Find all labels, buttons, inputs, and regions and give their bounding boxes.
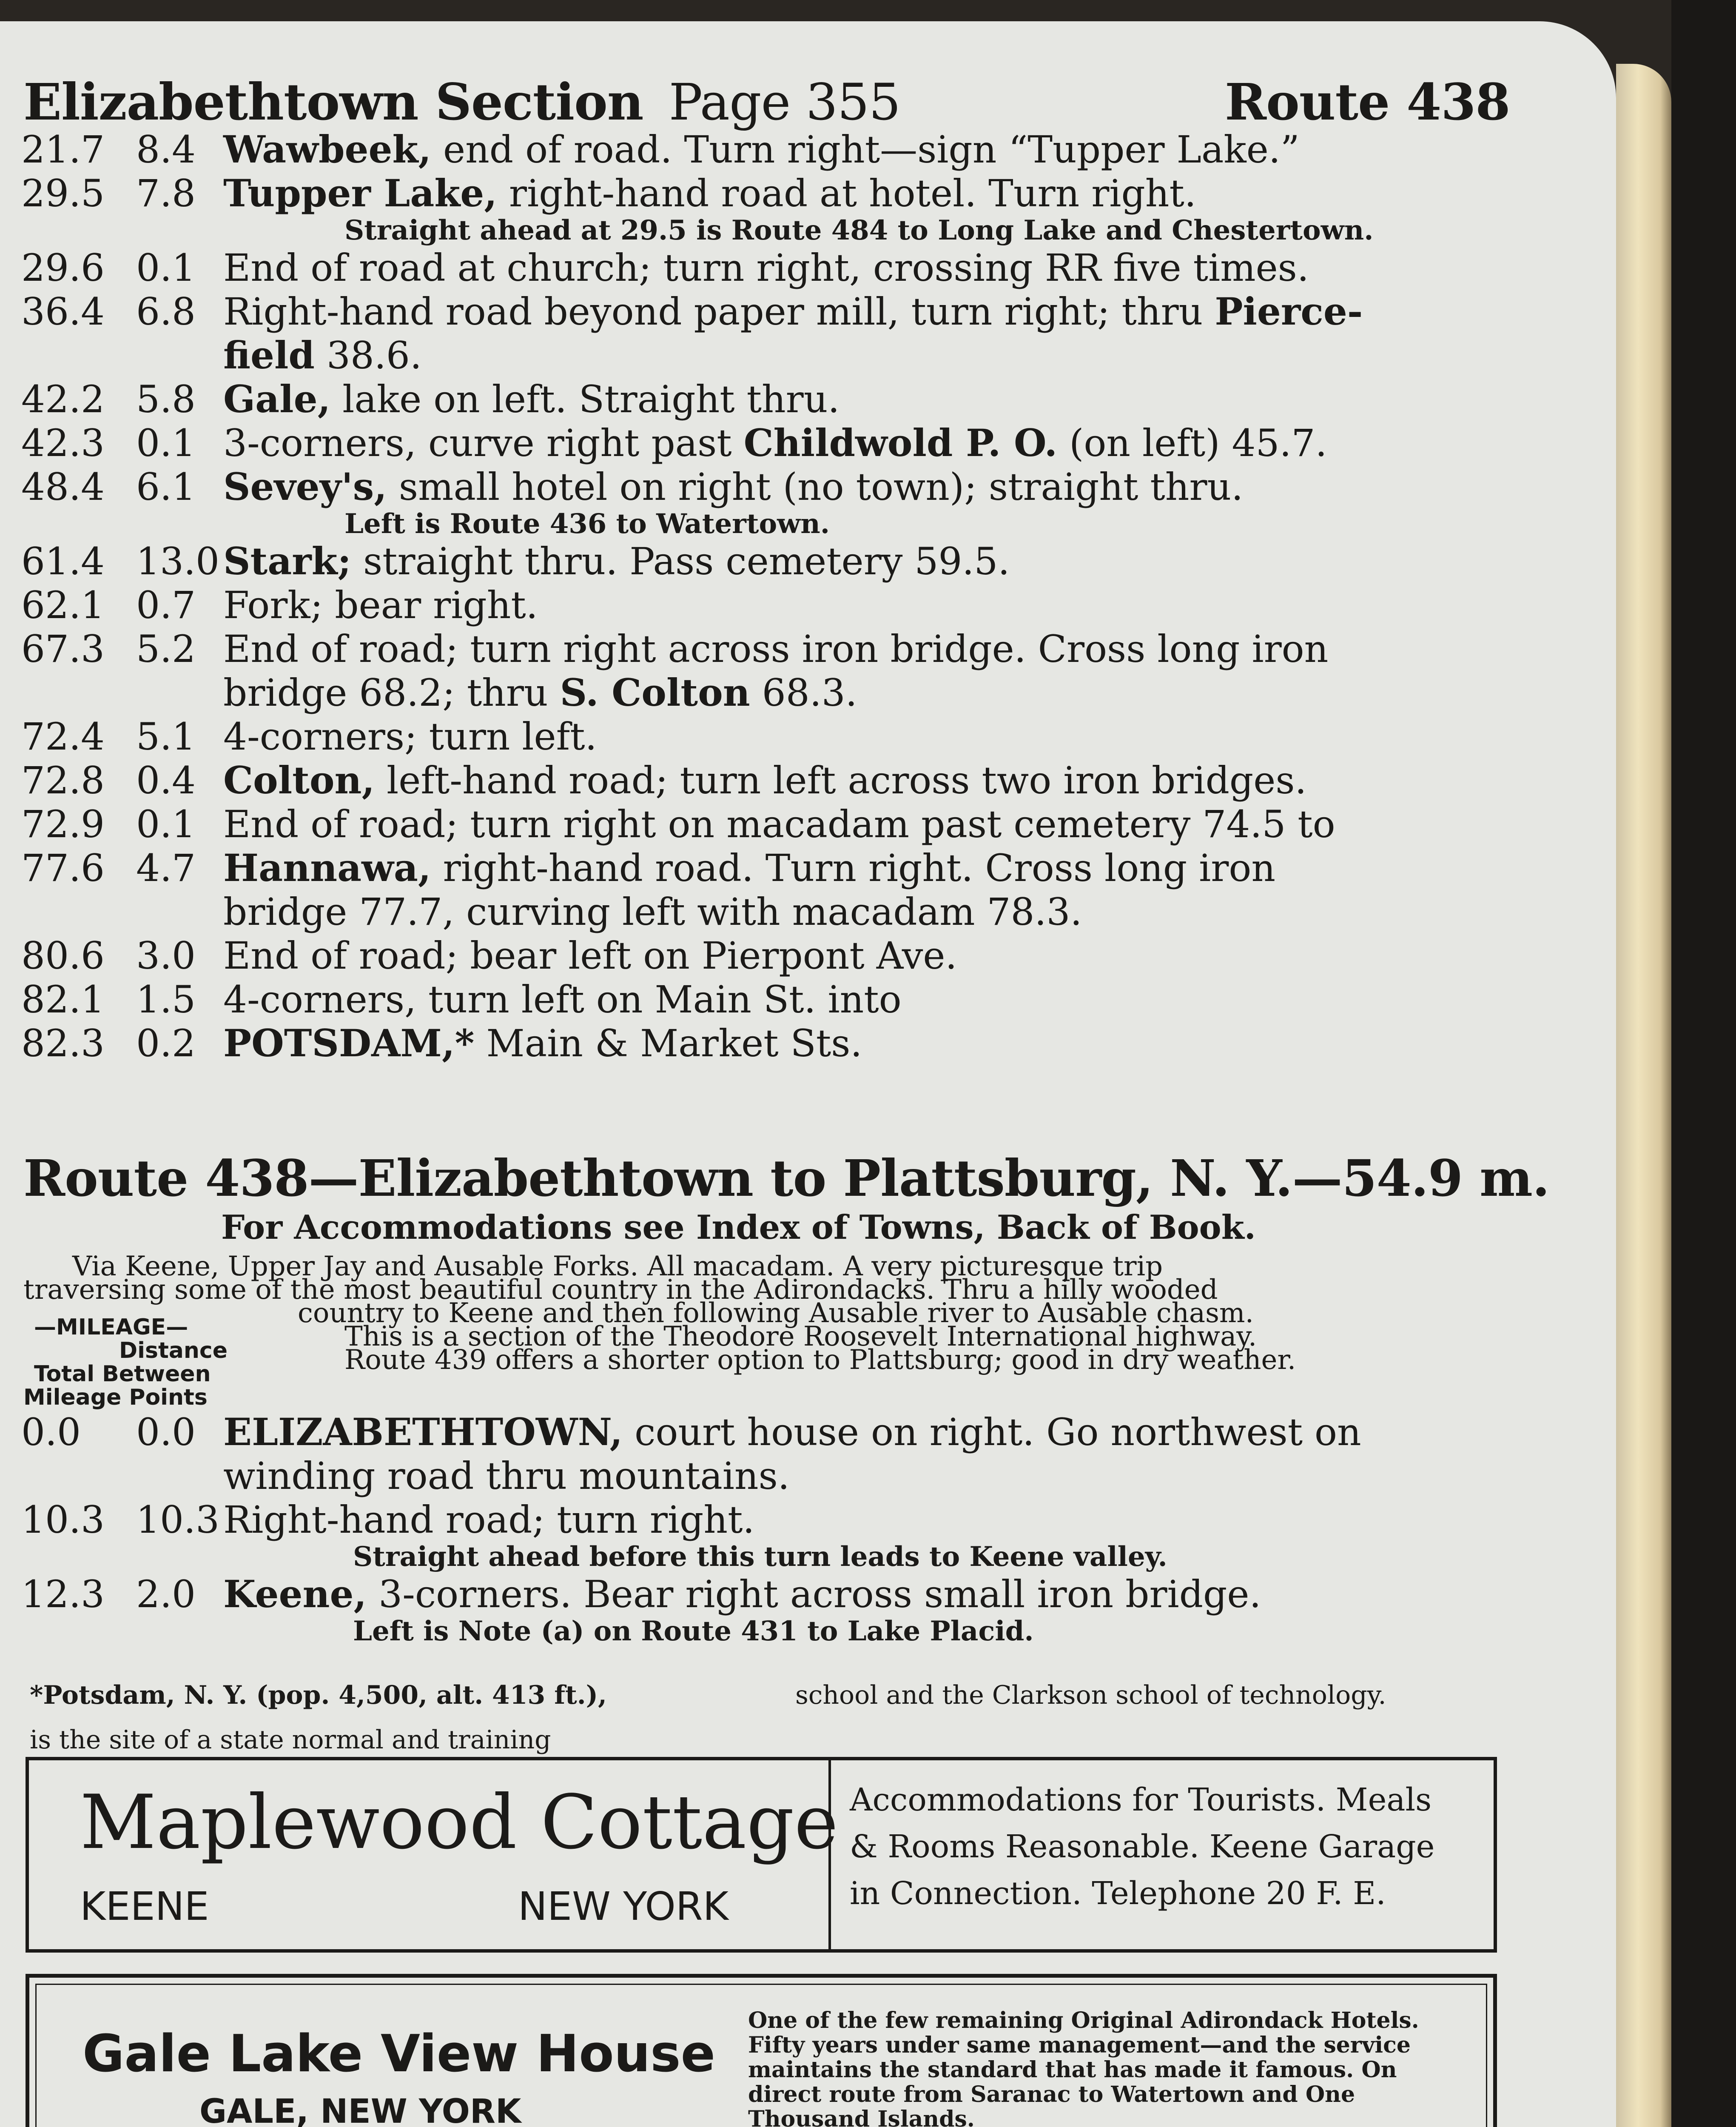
direction-text [223,377,840,421]
ad-description: direct route from Saranac to Watertown and One [748,2081,1355,2107]
place-name: ELIZABETHTOWN, [223,1410,623,1454]
total-mileage: 82.3 [21,1021,105,1065]
total-mileage: 72.8 [21,758,105,802]
direction-detail: Right-hand road beyond paper mill, turn right; thru [223,290,1215,334]
direction-detail: right-hand road at hotel. Turn right. [497,171,1196,215]
direction-detail: right-hand road. Turn right. Cross long iron [431,846,1276,890]
place-name: Childwold P. O. [743,421,1058,465]
direction-row [17,758,1591,802]
direction-detail: Fork; bear right. [223,583,538,627]
place-name: Hannawa, [223,846,431,890]
between-mileage: 0.7 [136,583,196,627]
page-edges [1616,64,1671,2127]
direction-detail: 3-corners. Bear right across small iron bridge. [367,1572,1261,1616]
place-name: S. Colton [560,670,750,715]
direction-detail: end of road. Turn right—sign “Tupper Lake.” [431,128,1300,171]
direction-row [17,846,1591,890]
ad-state: NEW YORK [518,1884,729,1929]
between-mileage: 13.0 [136,539,219,583]
direction-row [17,802,1591,846]
direction-detail: 4-corners; turn left. [223,715,597,758]
route-title: Route 438—Elizabethtown to Plattsburg, N. Y.—54.9 m. [23,1149,1550,1208]
place-name: Wawbeek, [223,127,432,171]
direction-row [17,978,1591,1021]
ad-description: Thousand Islands. [748,2106,975,2127]
ad-name: Maplewood Cottage [80,1779,839,1866]
place-name: Keene, [223,1572,367,1616]
place-name: POTSDAM,* [223,1021,475,1065]
direction-text [223,758,1306,802]
total-mileage: 62.1 [21,583,105,627]
direction-text [223,465,1243,509]
route-note-text: Left is Route 436 to Watertown. [344,508,830,540]
distance-label: Distance [119,1338,228,1363]
between-mileage: 10.3 [136,1498,219,1542]
direction-continuation [17,334,1591,377]
direction-text [223,715,597,758]
direction-text [223,802,1335,846]
ad-description: Fifty years under same management—and the service [748,2032,1411,2058]
direction-detail: left-hand road; turn left across two iron bridges. [375,758,1307,802]
between-mileage: 7.8 [136,171,196,215]
direction-row [17,421,1591,465]
between-mileage: 2.0 [136,1572,196,1616]
direction-detail: 38.6. [314,334,422,377]
total-mileage: 36.4 [21,290,105,334]
direction-detail: court house on right. Go northwest on [623,1410,1361,1454]
direction-detail: bridge 68.2; thru [223,671,560,715]
place-name: Sevey's, [223,465,387,509]
direction-text [223,1410,1361,1454]
between-mileage: 4.7 [136,846,196,890]
direction-row [17,377,1591,421]
page-number: Page 355 [669,73,901,131]
direction-detail: Main & Market Sts. [474,1021,862,1065]
direction-detail: bridge 77.7, curving left with macadam 78.3. [223,890,1082,934]
total-mileage: 82.1 [21,978,105,1021]
direction-continuation [17,1454,1591,1498]
direction-row [17,1572,1591,1616]
direction-row [17,171,1591,215]
between-mileage: 0.1 [136,421,196,465]
total-mileage: 72.9 [21,802,105,846]
route-note-text: Straight ahead at 29.5 is Route 484 to Long Lake and Chestertown. [344,214,1374,246]
direction-row [17,1021,1591,1065]
total-mileage: 29.6 [21,246,105,290]
direction-text [223,846,1275,890]
mileage-points-label: Mileage Points [23,1385,208,1410]
total-mileage: 80.6 [21,934,105,978]
between-mileage: 1.5 [136,978,196,1021]
route-note-text: Straight ahead before this turn leads to Keene valley. [353,1541,1167,1573]
section-title: Elizabethtown Section [23,72,643,131]
between-mileage: 0.2 [136,1021,196,1065]
section-header [23,72,900,131]
between-mileage: 8.4 [136,128,196,171]
between-mileage: 0.0 [136,1410,196,1454]
route-number: Route 438 [1225,72,1510,131]
direction-text [223,246,1309,290]
direction-detail: 68.3. [750,671,857,715]
direction-text [223,934,957,978]
route-note [17,215,1591,246]
direction-text [223,1498,754,1542]
direction-detail: winding road thru mountains. [223,1454,790,1498]
direction-row [17,246,1591,290]
route-description-line: This is a section of the Theodore Roosevelt International highway. [344,1321,1257,1352]
route-directions [17,128,1591,1065]
total-mileage: 12.3 [21,1572,105,1616]
route438-directions [17,1410,1591,1647]
direction-text [223,978,902,1021]
ad-description: & Rooms Reasonable. Keene Garage [850,1828,1435,1865]
route-note [17,1616,1591,1647]
ad-town: KEENE [80,1884,209,1929]
direction-row [17,715,1591,758]
ad-description: Accommodations for Tourists. Meals [850,1782,1432,1818]
book-spine [1671,0,1736,2127]
direction-detail: small hotel on right (no town); straight thru. [387,465,1244,509]
total-mileage: 42.3 [21,421,105,465]
total-mileage: 77.6 [21,846,105,890]
route-note [17,1542,1591,1572]
direction-detail: straight thru. Pass cemetery 59.5. [351,539,1010,583]
direction-text [223,421,1327,465]
direction-detail: (on left) 45.7. [1057,421,1327,465]
between-mileage: 0.4 [136,758,196,802]
direction-row [17,128,1591,171]
direction-detail: Right-hand road; turn right. [223,1498,755,1542]
ad-town: GALE, NEW YORK [199,2093,521,2127]
accommodations-note: For Accommodations see Index of Towns, Back of Book. [221,1208,1256,1247]
direction-row [17,934,1591,978]
between-mileage: 0.1 [136,246,196,290]
direction-continuation [17,671,1591,715]
total-mileage: 72.4 [21,715,105,758]
total-mileage: 0.0 [21,1410,81,1454]
direction-detail: lake on left. Straight thru. [330,377,840,421]
direction-text [223,1021,862,1065]
direction-detail: End of road; turn right on macadam past cemetery 74.5 to [223,802,1335,846]
direction-detail: End of road at church; turn right, crossing RR five times. [223,246,1309,290]
place-name: Gale, [223,377,331,421]
place-name: field [223,333,315,377]
ad-description: maintains the standard that has made it famous. On [748,2057,1397,2083]
direction-detail: 4-corners, turn left on Main St. into [223,978,902,1021]
mileage-label: —MILEAGE— [34,1314,188,1340]
total-mileage: 67.3 [21,627,105,671]
total-mileage: 10.3 [21,1498,105,1542]
direction-row [17,290,1591,334]
total-between-label: Total Between [34,1361,211,1387]
between-mileage: 6.8 [136,290,196,334]
total-mileage: 21.7 [21,128,105,171]
footnote-line: is the site of a state normal and training [30,1725,551,1755]
place-name: Tupper Lake, [223,171,497,215]
direction-row [17,627,1591,671]
route-note-text: Left is Note (a) on Route 431 to Lake Placid. [353,1615,1034,1647]
route-description-line: traversing some of the most beautiful country in the Adirondacks. Thru a hilly wooded [23,1274,1218,1306]
direction-row [17,583,1591,627]
book-page [0,21,1616,2127]
place-name: Pierce- [1215,289,1363,334]
place-name: Stark; [223,539,352,583]
between-mileage: 5.8 [136,377,196,421]
total-mileage: 61.4 [21,539,105,583]
between-mileage: 5.2 [136,627,196,671]
ad-maplewood-cottage [26,1757,1497,1953]
direction-text [223,171,1196,215]
between-mileage: 5.1 [136,715,196,758]
direction-text [223,290,1363,334]
direction-text [223,128,1300,171]
direction-text [223,539,1010,583]
ad-name: Gale Lake View House [83,2024,715,2084]
direction-row [17,1498,1591,1542]
direction-continuation [17,890,1591,934]
ad-description: One of the few remaining Original Adirondack Hotels. [748,2007,1419,2033]
route-note [17,509,1591,539]
direction-text [223,1572,1261,1616]
direction-text [223,627,1328,671]
between-mileage: 0.1 [136,802,196,846]
direction-row [17,1410,1591,1454]
direction-row [17,539,1591,583]
between-mileage: 6.1 [136,465,196,509]
place-name: Colton, [223,758,375,802]
route-description-line: Route 439 offers a shorter option to Plattsburg; good in dry weather. [344,1344,1296,1376]
ad-gale-lake-view-house [26,1974,1497,2127]
footnote-line: school and the Clarkson school of technology. [795,1680,1386,1710]
ad-description: in Connection. Telephone 20 F. E. [850,1875,1386,1912]
total-mileage: 42.2 [21,377,105,421]
route-description-line: country to Keene and then following Ausable river to Ausable chasm. [298,1297,1254,1329]
direction-detail: End of road; turn right across iron bridge. Cross long iron [223,627,1329,671]
route-description-line: Via Keene, Upper Jay and Ausable Forks. All macadam. A very picturesque trip [72,1251,1163,1282]
between-mileage: 3.0 [136,934,196,978]
footnote-line: *Potsdam, N. Y. (pop. 4,500, alt. 413 ft.), [30,1680,607,1710]
direction-row [17,465,1591,509]
total-mileage: 48.4 [21,465,105,509]
total-mileage: 29.5 [21,171,105,215]
direction-text [223,583,538,627]
direction-detail: End of road; bear left on Pierpont Ave. [223,934,957,978]
direction-detail: 3-corners, curve right past [223,421,744,465]
